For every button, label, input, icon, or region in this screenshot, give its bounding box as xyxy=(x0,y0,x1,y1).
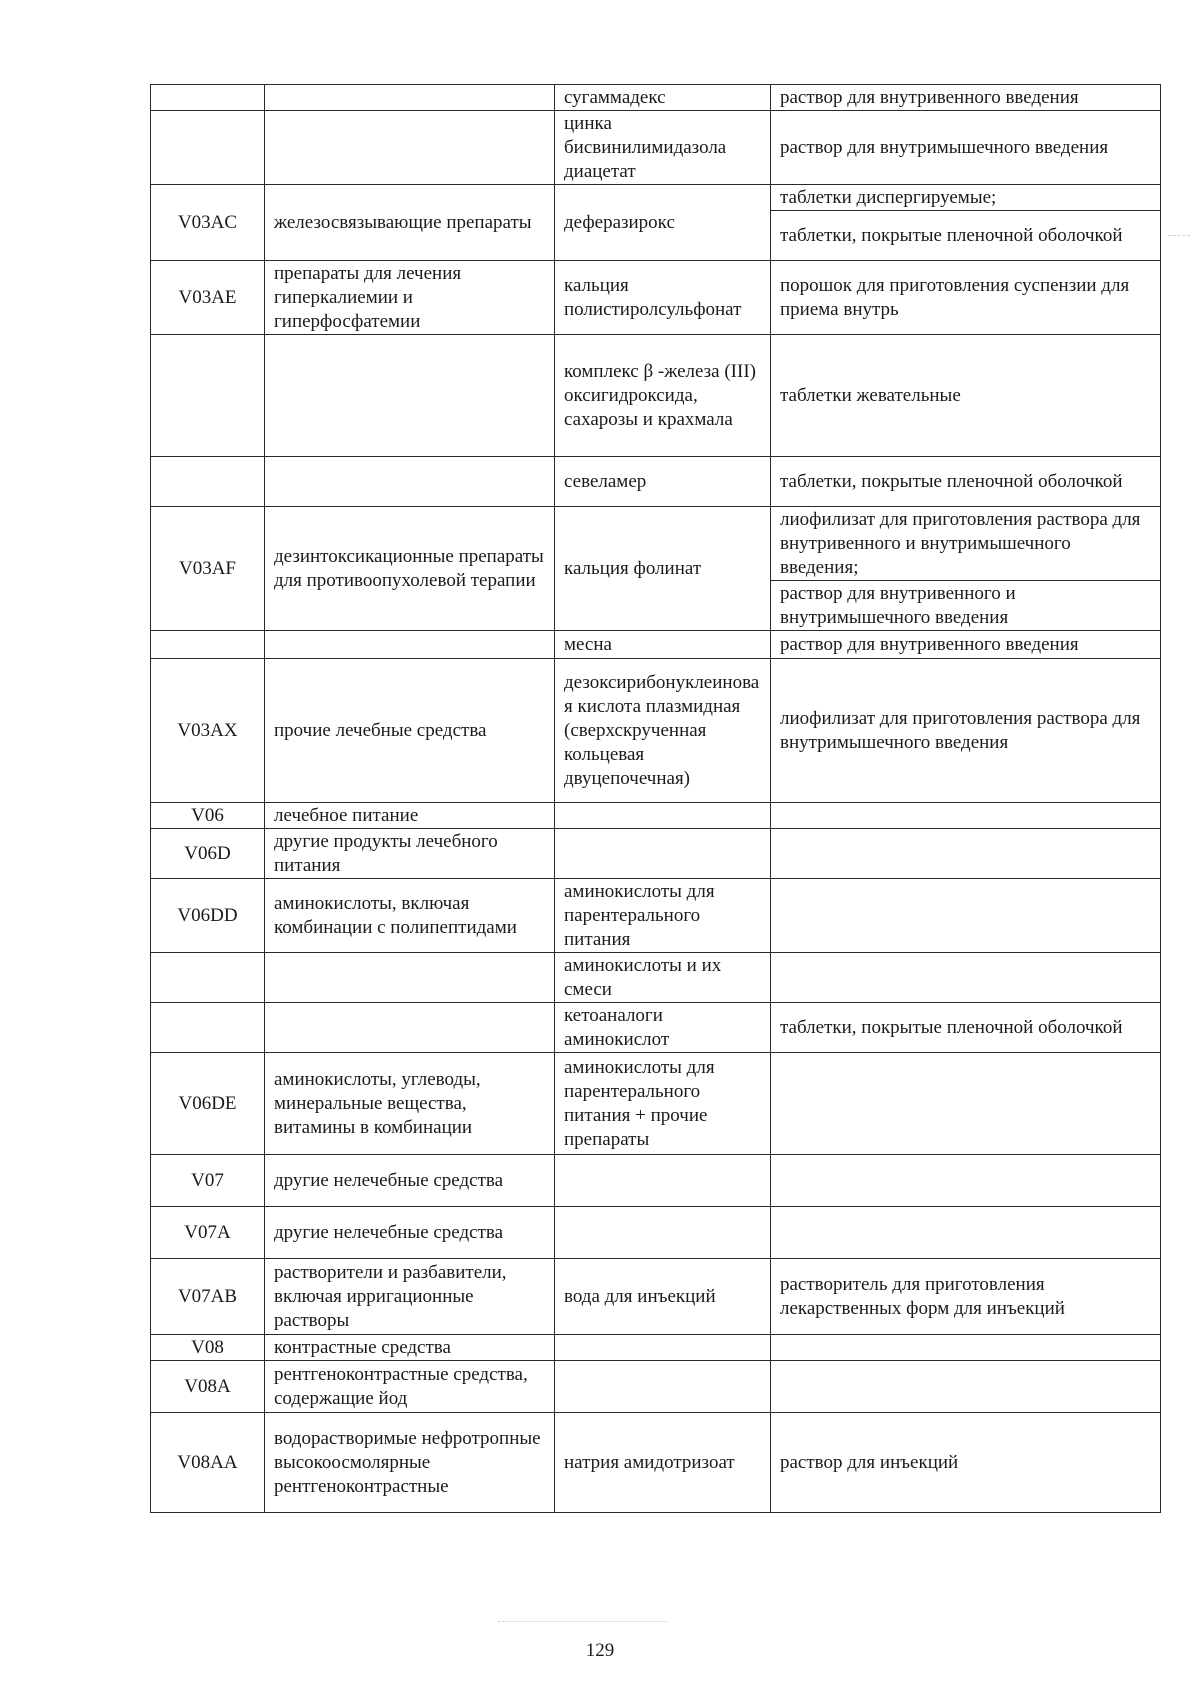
substance-cell xyxy=(555,1155,771,1207)
table-row xyxy=(151,261,1161,335)
atc-code-cell: V03AX xyxy=(151,659,265,803)
form-cell: раствор для внутривенного и внутримышечного введения xyxy=(771,581,1161,631)
substance-cell: аминокислоты и их смеси xyxy=(555,953,771,1003)
group-cell xyxy=(265,953,555,1003)
atc-code-cell: V07 xyxy=(151,1155,265,1207)
group-cell: железосвязывающие препараты xyxy=(265,185,555,261)
form-cell: лиофилизат для приготовления раствора для внутримышечного введения xyxy=(771,659,1161,803)
table-row xyxy=(151,1155,1161,1207)
form-cell xyxy=(771,953,1161,1003)
table-row xyxy=(151,953,1161,1003)
table-row xyxy=(151,1259,1161,1335)
atc-code-cell: V07A xyxy=(151,1207,265,1259)
form-cell xyxy=(771,803,1161,829)
form-cell xyxy=(771,1053,1161,1155)
form-cell: таблетки, покрытые пленочной оболочкой xyxy=(771,211,1161,261)
table-row xyxy=(151,457,1161,507)
table-row xyxy=(151,1361,1161,1413)
document-page xyxy=(150,84,1160,1513)
table-row xyxy=(151,1053,1161,1155)
atc-code-cell xyxy=(151,1003,265,1053)
substance-cell: натрия амидотризоат xyxy=(555,1413,771,1513)
substance-cell: кетоаналоги аминокислот xyxy=(555,1003,771,1053)
substance-cell xyxy=(555,1335,771,1361)
atc-code-cell: V06DE xyxy=(151,1053,265,1155)
table-row xyxy=(151,631,1161,659)
atc-code-cell xyxy=(151,457,265,507)
substance-cell: кальция фолинат xyxy=(555,507,771,631)
group-cell xyxy=(265,111,555,185)
atc-code-cell: V03AC xyxy=(151,185,265,261)
table-row xyxy=(151,335,1161,457)
group-cell: растворители и разбавители, включая ирригационные растворы xyxy=(265,1259,555,1335)
group-cell: аминокислоты, углеводы, минеральные вещества, витамины в комбинации xyxy=(265,1053,555,1155)
form-cell: раствор для внутримышечного введения xyxy=(771,111,1161,185)
group-cell xyxy=(265,1003,555,1053)
atc-code-cell: V06 xyxy=(151,803,265,829)
table-row xyxy=(151,829,1161,879)
atc-code-cell: V08A xyxy=(151,1361,265,1413)
substance-cell xyxy=(555,1361,771,1413)
atc-code-cell: V08 xyxy=(151,1335,265,1361)
substance-cell: севеламер xyxy=(555,457,771,507)
table-row xyxy=(151,1207,1161,1259)
form-cell xyxy=(771,1207,1161,1259)
table-row xyxy=(151,1413,1161,1513)
group-cell xyxy=(265,335,555,457)
atc-code-cell xyxy=(151,111,265,185)
table-row xyxy=(151,185,1161,211)
drug-classification-table xyxy=(150,84,1161,1513)
atc-code-cell: V03AE xyxy=(151,261,265,335)
group-cell xyxy=(265,457,555,507)
group-cell: лечебное питание xyxy=(265,803,555,829)
group-cell: прочие лечебные средства xyxy=(265,659,555,803)
form-cell: раствор для внутривенного введения xyxy=(771,85,1161,111)
form-cell xyxy=(771,1361,1161,1413)
atc-code-cell xyxy=(151,335,265,457)
atc-code-cell xyxy=(151,631,265,659)
page-number: 129 xyxy=(585,1640,615,1661)
substance-cell xyxy=(555,829,771,879)
scan-edge-mark xyxy=(1168,235,1190,237)
substance-cell: кальция полистиролсульфонат xyxy=(555,261,771,335)
substance-cell xyxy=(555,1207,771,1259)
substance-cell: комплекс β -железа (III) оксигидроксида, сахарозы и крахмала xyxy=(555,335,771,457)
substance-cell: месна xyxy=(555,631,771,659)
group-cell: водорастворимые нефротропные высокоосмолярные рентгеноконтрастные xyxy=(265,1413,555,1513)
substance-cell: аминокислоты для парентерального питания xyxy=(555,879,771,953)
table-row xyxy=(151,659,1161,803)
substance-cell xyxy=(555,803,771,829)
form-cell: раствор для инъекций xyxy=(771,1413,1161,1513)
form-cell: лиофилизат для приготовления раствора для внутривенного и внутримышечного введения; xyxy=(771,507,1161,581)
atc-code-cell: V07AB xyxy=(151,1259,265,1335)
table-row xyxy=(151,111,1161,185)
substance-cell: вода для инъекций xyxy=(555,1259,771,1335)
table-row xyxy=(151,1335,1161,1361)
group-cell: дезинтоксикационные препараты для противоопухолевой терапии xyxy=(265,507,555,631)
form-cell: порошок для приготовления суспензии для приема внутрь xyxy=(771,261,1161,335)
substance-cell: деферазирокс xyxy=(555,185,771,261)
atc-code-cell: V08AA xyxy=(151,1413,265,1513)
group-cell xyxy=(265,631,555,659)
substance-cell: сугаммадекс xyxy=(555,85,771,111)
table-row xyxy=(151,879,1161,953)
group-cell: другие нелечебные средства xyxy=(265,1155,555,1207)
table-row xyxy=(151,803,1161,829)
group-cell: аминокислоты, включая комбинации с полипептидами xyxy=(265,879,555,953)
group-cell xyxy=(265,85,555,111)
form-cell xyxy=(771,829,1161,879)
form-cell: раствор для внутривенного введения xyxy=(771,631,1161,659)
table-row xyxy=(151,507,1161,581)
group-cell: препараты для лечения гиперкалиемии и гиперфосфатемии xyxy=(265,261,555,335)
table-row xyxy=(151,1003,1161,1053)
group-cell: другие нелечебные средства xyxy=(265,1207,555,1259)
group-cell: рентгеноконтрастные средства, содержащие йод xyxy=(265,1361,555,1413)
group-cell: другие продукты лечебного питания xyxy=(265,829,555,879)
substance-cell: аминокислоты для парентерального питания + прочие препараты xyxy=(555,1053,771,1155)
atc-code-cell: V03AF xyxy=(151,507,265,631)
table-row xyxy=(151,85,1161,111)
form-cell xyxy=(771,1335,1161,1361)
form-cell: растворитель для приготовления лекарственных форм для инъекций xyxy=(771,1259,1161,1335)
scan-artifact xyxy=(498,1621,668,1623)
atc-code-cell xyxy=(151,953,265,1003)
group-cell: контрастные средства xyxy=(265,1335,555,1361)
substance-cell: цинка бисвинилимидазола диацетат xyxy=(555,111,771,185)
form-cell: таблетки, покрытые пленочной оболочкой xyxy=(771,457,1161,507)
form-cell: таблетки жевательные xyxy=(771,335,1161,457)
form-cell xyxy=(771,1155,1161,1207)
atc-code-cell: V06DD xyxy=(151,879,265,953)
atc-code-cell xyxy=(151,85,265,111)
form-cell: таблетки, покрытые пленочной оболочкой xyxy=(771,1003,1161,1053)
form-cell: таблетки диспергируемые; xyxy=(771,185,1161,211)
form-cell xyxy=(771,879,1161,953)
atc-code-cell: V06D xyxy=(151,829,265,879)
substance-cell: дезоксирибонуклеиновая кислота плазмидная (сверхскрученная кольцевая двуцепочечная) xyxy=(555,659,771,803)
